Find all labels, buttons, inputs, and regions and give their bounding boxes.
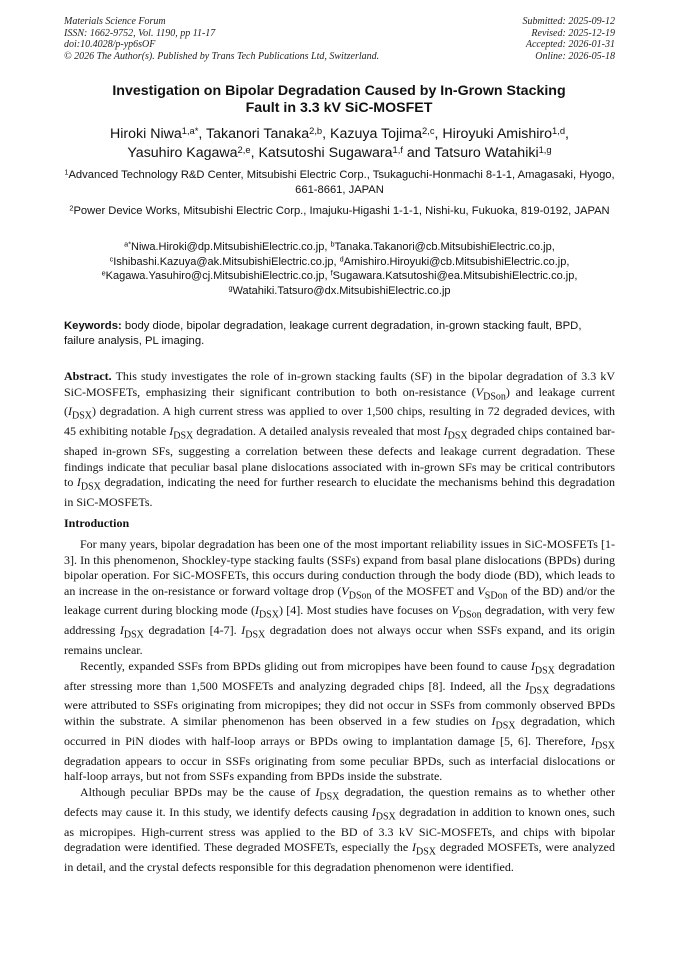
paper-title <box>74 83 604 117</box>
issn-line: ISSN: 1662-9752, Vol. 1190, pp 11-17 <box>64 27 216 39</box>
symbol: I <box>241 623 246 638</box>
affiliation-marker: 2 <box>69 203 74 213</box>
subscript: DSX <box>415 846 436 858</box>
keywords-text: body diode, bipolar degradation, leakage current degradation, in-grown stacking fault, BPD, failure analysis, PL imaging. <box>64 320 582 347</box>
symbol: I <box>443 424 448 439</box>
body-text: degradation does not always occur when SSFs expand, and its origin remains unclear. <box>64 623 615 658</box>
body-text: For many years, bipolar degradation has been one of the most important reliability issues in SiC-MOSFETs [1-3]. In this phenomenon, Shockley-type stacking faults (SSFs) expand from basal plane dislocations (BPDs) during bipolar operation. For SiC-MOSFETs, this occurs during conduction through the body diode (BD), which leads to an increase in the on-resistance or forward voltage drop ( <box>64 537 615 598</box>
subscript: DSX <box>534 665 555 677</box>
author-name: Tatsuro Watahiki <box>434 145 539 161</box>
email-marker: e <box>101 268 106 278</box>
subscript: DSX <box>72 410 93 422</box>
copyright-line: © 2026 The Author(s). Published by Trans Tech Publications Ltd, Switzerland. <box>64 50 380 62</box>
online-date: Online: 2026-05-18 <box>535 50 615 62</box>
symbol: I <box>491 713 496 728</box>
symbol: I <box>76 475 81 490</box>
symbol: V <box>477 583 485 598</box>
intro-paragraph-2 <box>64 659 615 785</box>
email-address[interactable]: Amishiro.Hiroyuki@cb.MitsubishiElectric.co.jp <box>343 255 567 268</box>
symbol: I <box>525 678 530 693</box>
email-address[interactable]: Watahiki.Tatsuro@dx.MitsubishiElectric.co.jp <box>232 284 451 297</box>
email-line: $^e$Kagawa.Yasuhiro@cj.MitsubishiElectric.co.jp, $^f$Sugawara.Katsutoshi@ea.MitsubishiElectric.co.jp, <box>101 268 578 282</box>
email-line: $^{a*}$Niwa.Hiroki@dp.MitsubishiElectric.co.jp, $^b$Tanaka.Takanori@cb.MitsubishiElectric.co.jp, <box>124 239 555 253</box>
author-name: Katsutoshi Sugawara <box>258 145 393 161</box>
symbol: I <box>411 840 416 855</box>
subscript: DSX <box>495 720 516 732</box>
body-text: degradations were attributed to SSFs originating from micropipes; they did not occur in SSFs from commonly observed BPDs within the substrate. A similar phenomenon has been observed in a few studies on <box>64 678 615 728</box>
subscript: DSX <box>258 609 279 621</box>
email-address[interactable]: Tanaka.Takanori@cb.MitsubishiElectric.co.jp <box>334 241 552 253</box>
author-separator: , <box>250 145 259 161</box>
author-marker: 2,c <box>422 125 435 136</box>
author-marker: 1,a* <box>181 125 199 136</box>
author-marker: 2,b <box>309 125 323 136</box>
abstract-text: ) degradation. A high current stress was applied to over 1,500 chips, resulting in 72 degraded devices, with 45 exhibiting notable <box>64 404 615 439</box>
author-marker: 1,d <box>552 125 566 136</box>
affiliation-2 <box>64 204 615 219</box>
body-text: degradation, with very few addressing <box>64 603 616 638</box>
email-address[interactable]: Sugawara.Katsutoshi@ea.MitsubishiElectric.co.jp <box>332 270 575 282</box>
symbol: V <box>451 603 459 618</box>
author-separator: , <box>322 126 331 142</box>
author-separator: , <box>434 126 443 142</box>
body-text: degradation after stressing more than 1,500 MOSFETs and analyzing degraded chips [8]. Indeed, all the <box>64 658 615 693</box>
symbol: I <box>590 733 595 748</box>
keywords-label: Keywords: <box>64 320 122 332</box>
subscript: DSX <box>529 684 550 696</box>
revised-date: Revised: 2025-12-19 <box>531 27 615 39</box>
subscript: DSX <box>447 430 468 442</box>
email-line <box>64 284 615 299</box>
body-text: degradation appears to occur in SSFs originating from some peculiar BPDs, such as interfacial dislocations or half-loop arrays, but not from SSFs expanding from BPDs inside the substrate. <box>64 753 615 784</box>
intro-paragraph-1 <box>64 537 615 659</box>
author-separator: , <box>565 126 569 142</box>
abstract-text: degradation, indicating the need for further research to elucidate the mechanisms behind this degradation in SiC-MOSFETs. <box>64 475 615 510</box>
author-separator: , <box>198 126 207 142</box>
abstract-text: degradation. A detailed analysis revealed that most <box>193 424 444 439</box>
accepted-date: Accepted: 2026-01-31 <box>525 39 615 50</box>
author-separator: and <box>402 145 435 161</box>
affiliation-text: Power Device Works, Mitsubishi Electric Corp., Imajuku-Higashi 1-1-1, Nishi-ku, Fukuoka, 819-0192, JAPAN <box>73 205 610 217</box>
subscript: DSX <box>80 481 101 493</box>
email-line: $^c$Ishibashi.Kazuya@ak.MitsubishiElectric.co.jp, $^d$Amishiro.Hiroyuki@cb.MitsubishiElectric.co.jp, <box>109 254 570 268</box>
introduction-heading: Introduction <box>64 516 130 530</box>
author-name: Hiroki Niwa <box>110 126 182 142</box>
abstract-text: degraded chips contained bar-shaped in-grown SFs, suggesting a correlation between these defects and leakage current degradation. These findings indicate that peculiar basal plane dislocations associated with in-grown SFs may be critical contributors to <box>64 424 616 490</box>
title-line-2: Fault in 3.3 kV SiC-MOSFET <box>245 100 433 116</box>
email-address[interactable]: Ishibashi.Kazuya@ak.MitsubishiElectric.co.jp <box>113 255 334 268</box>
subscript: DSX <box>594 740 615 752</box>
email-marker: b <box>330 239 335 249</box>
introduction-body <box>64 537 615 875</box>
symbol: V <box>341 583 349 598</box>
author-list <box>64 125 615 163</box>
author-line-2 <box>64 144 615 163</box>
abstract-text: ) and leakage current ( <box>64 384 615 419</box>
email-marker: c <box>109 254 114 264</box>
author-marker: 2,e <box>237 144 251 155</box>
body-text: Although peculiar BPDs may be the cause of <box>80 784 316 799</box>
email-marker: f <box>330 268 333 278</box>
abstract-text: This study investigates the role of in-grown stacking faults (SF) in the bipolar degradation of 3.3 kV SiC-MOSFETs, emphasizing their significant contribution to both on-resistance ( <box>64 369 615 399</box>
author-name: Yasuhiro Kagawa <box>127 145 238 161</box>
intro-paragraph-3 <box>64 785 615 876</box>
body-text: degradation, which occurred in PiN diodes with half-loop arrays or BPDs owing to implantation damage [5, 6]. Therefore, <box>64 713 616 748</box>
body-text: ) [4]. Most studies have focuses on <box>278 603 452 618</box>
subscript: DSX <box>123 629 144 641</box>
email-marker: d <box>339 254 344 264</box>
symbol: I <box>530 658 535 673</box>
subscript: DSX <box>319 791 340 803</box>
subscript: SDon <box>484 589 508 601</box>
keywords-paragraph <box>64 319 615 348</box>
title-line-1: Investigation on Bipolar Degradation Caused by In-Grown Stacking <box>112 83 566 99</box>
subscript: DSX <box>173 430 194 442</box>
subscript: DSX <box>375 811 396 823</box>
body-text: Recently, expanded SSFs from BPDs gliding out from micropipes have been found to cause <box>80 658 531 673</box>
abstract-label: Abstract. <box>64 369 112 383</box>
email-address[interactable]: Niwa.Hiroki@dp.MitsubishiElectric.co.jp <box>131 241 325 253</box>
body-text: degradation in addition to known ones, such as micropipes. High-current stress was applied to the BD of 3.3 kV SiC-MOSFETs, and chips with bipolar degradation were identified. These degraded MOSFETs, especially the <box>64 804 616 855</box>
journal-info <box>64 16 379 62</box>
affiliation-1 <box>64 168 615 198</box>
symbol: I <box>371 804 376 819</box>
affiliation-text: Advanced Technology R&D Center, Mitsubishi Electric Corp., Tsukaguchi-Honmachi 8-1-1, Amagasaki, Hyogo, 661-8661, JAPAN <box>68 169 615 196</box>
symbol: I <box>169 424 174 439</box>
body-text: degradation [4-7]. <box>143 623 242 638</box>
email-list <box>64 240 615 298</box>
body-text: degradation, the question remains as to whether other defects may cause it. In this study, we identify defects causing <box>64 784 616 819</box>
affiliation-marker: 1 <box>64 167 69 177</box>
subscript: DSon <box>483 390 506 402</box>
doi-line: doi:10.4028/p-yp6sOF <box>64 39 156 50</box>
subscript: DSX <box>245 629 266 641</box>
symbol: V <box>475 384 484 399</box>
publication-dates <box>523 16 616 62</box>
subscript: DSon <box>458 609 482 621</box>
email-marker: g <box>228 283 233 293</box>
symbol: I <box>254 603 259 618</box>
symbol: I <box>68 404 72 419</box>
author-name: Takanori Tanaka <box>206 126 310 142</box>
author-name: Kazuya Tojima <box>330 126 423 142</box>
author-line-1 <box>64 125 615 144</box>
body-text: degraded MOSFETs, were analyzed in detail, and the crystal defects responsible for this degradation phenomenon were identified. <box>64 840 615 874</box>
email-marker: a* <box>124 239 132 249</box>
body-text: of the BD) and/or the leakage current during blocking mode ( <box>64 583 616 618</box>
author-marker: 1,g <box>538 144 552 155</box>
journal-name: Materials Science Forum <box>64 16 166 27</box>
author-name: Hiroyuki Amishiro <box>442 126 553 142</box>
symbol: I <box>315 784 320 799</box>
abstract-paragraph <box>64 369 615 511</box>
subscript: DSon <box>348 589 372 601</box>
submitted-date: Submitted: 2025-09-12 <box>522 16 615 27</box>
author-marker: 1,f <box>392 144 403 155</box>
body-text: of the MOSFET and <box>371 583 478 598</box>
email-address[interactable]: Kagawa.Yasuhiro@cj.MitsubishiElectric.co.jp <box>105 270 325 282</box>
symbol: I <box>119 623 124 638</box>
